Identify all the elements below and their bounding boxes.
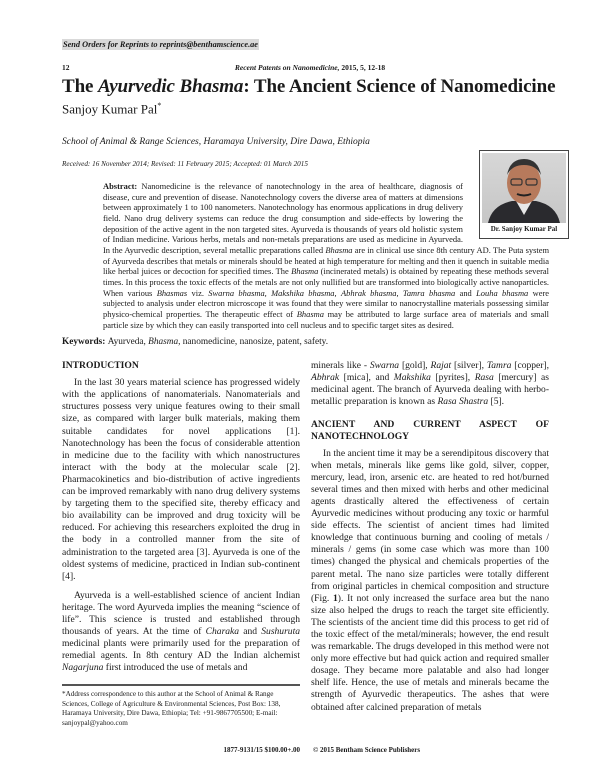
italic-text: Rasa [474,372,494,384]
text-run: [silver], [451,360,487,372]
bold-text: Keywords: [62,337,108,348]
keywords [62,337,549,348]
text-run: and [455,287,477,298]
left-column [62,360,300,728]
correspondence-footnote: *Address correspondence to this author at the School of Animal & Range Sciences, College of Agriculture & Environmental Sciences, Post Box: 138, Haramaya University, Dire Dawa, Ethiopia; Tel: +91-9867705500; E-mail: sanjoypal@yahoo.com [62,690,281,727]
text-run: viz. [187,287,209,298]
page-title [62,76,555,98]
section-heading-ancient-aspect: ANCIENT AND CURRENT ASPECT OF NANOTECHNOLOGY [311,418,549,442]
text-run: Ayurveda is a well-established science of ancient Indian heritage. The word Ayurveda implies the meaning “science of life”. This science is trusted and established through thousands of years. At the time of [62,589,300,638]
issn-price: 1877-9131/15 $100.00+.00 [223,746,300,755]
italic-text: Makshika [393,372,431,384]
text-run: ). It not only increased the surface area but the nano size also helped the drugs to reach the target site efficiently. The scientists of the ancient time did this process to get rid of the toxic effect of the metal/minerals; however, the end result was remarkable. The drugs developed in this method were not only more effective but had quick action and required smaller dosage. They became more palatable and also had longer shelf life. Hence, the use of metals and minerals became the strength of Ayurvedic therapeutics. The ashes that were obtained after calcined preparation of metals [311,592,549,713]
author-name [62,101,161,117]
italic-text: Bhasmas [156,287,188,298]
journal-citation [200,63,420,72]
section-heading-introduction: INTRODUCTION [62,360,139,372]
italic-text: Rajat [430,360,452,372]
photo-spacer [463,181,549,241]
text-run: [mercury] as medicinal agent. The branch of Ayurveda dealing with herbo-metallic preparation is known as [311,372,549,408]
author-text: Sanjoy Kumar Pal [62,101,158,117]
title-part: : The Ancient Science of Nanomedicine [243,76,556,97]
page-footer [62,746,549,754]
page-number: 12 [62,63,70,72]
text-run: [5]. [488,396,505,408]
paragraph [311,448,549,714]
text-run: first introduced the use of metals and [103,662,248,674]
text-run: [copper], [511,360,550,372]
title-part: The [62,76,99,97]
reprint-notice: Send Orders for Reprints to reprints@benthamscience.ae [63,40,258,49]
photo-caption: Dr. Sanjoy Kumar Pal [490,225,558,233]
italic-text: Louha bhasma [476,287,529,298]
italic-text: Sushuruta [261,626,300,638]
italic-text: Bhasma, [148,337,181,348]
italic-text: Tamra [486,360,512,372]
italic-text: Nagarjuna [62,662,104,674]
abstract [103,181,549,330]
text-run: [pyrites], [430,372,475,384]
italic-text: Bhasma [325,244,353,255]
article-body [62,181,549,754]
right-column-paragraphs [311,448,549,714]
text-run: In the last 30 years material science has progressed widely with the applications of nanomaterials. Nanomaterials and structures possess very unique features owing to their small size, as compared with larger bulk materials, making them suitable candidates for novel applications [1]. Nanotechnology has been the focus of considerable attention in medicine due to the facility with which nanostructures interact with the body at the molecular scale [2]. Pharmacokinetics and bio-distribution of active ingredients can be improved remarkably with nano drug delivery systems by targeting them to the specified site, thereby efficacy and bio availability can be improved and drug toxicity will be reduced. For achieving this researchers exploited the drug in the body in a controlled manner from the site of administration to the targeted area [3]. Ayurveda is one of the oldest systems of medicine, practiced in Indian sub-continent [4]. [62,377,300,582]
two-column-body [62,360,549,728]
text-run: [mica], and [339,372,394,384]
author-footnote-mark: * [157,101,162,110]
copyright: © 2015 Bentham Science Publishers [313,746,421,755]
text-run: In the ancient time it may be a serendipitous discovery that when metals, minerals like gems like gold, silver, copper, mercury, lead, iron, arsenic etc. are heated to red hot/burned several times and then mixed with herbs and other medicinal agents drastically altered the effectiveness of certain Ayurvedic medicines without producing any toxic or harmful side effects. The scientist of ancient times had limited knowledge that continuous burning and cooling of metals / minerals / gems (in some case which was more than 100 times) changed the physical and chemicals properties of the parent metal. The nano size particles were totally different from original particles in chemical composition and structure (Fig. [311,447,549,604]
affiliation: School of Animal & Range Sciences, Haramaya University, Dire Dawa, Ethiopia [62,137,370,147]
bold-text: Abstract: [103,181,142,191]
right-column [311,360,549,728]
text-run: Ayurveda, [107,337,149,348]
text-run: nanomedicine, nanosize, patent, safety. [180,337,329,348]
italic-text: Abhrak bhasma [341,287,397,298]
text-run: , [396,287,403,298]
italic-text: Rasa Shastra [437,396,489,408]
text-run: and [239,626,262,638]
italic-text: Swarna bhasma, Makshika bhasma [208,287,335,298]
italic-text: Abhrak [311,372,340,384]
italic-text: Bhasma [296,308,324,319]
journal-name: Recent Patents on Nanomedicine, [234,63,340,72]
journal-volume: 2015, 5, 12-18 [339,63,386,72]
text-run: Nanomedicine is the relevance of nanotechnology in the area of healthcare, diagnosis of disease, cure and prevention of disease. Nanotechnology covers the diverse area of matters at dimensions between approximately 1 to 100 nanometers. Nanotechnology has enormous applications in drug delivery field. Nano drug delivery systems can reduce the drug consumption and side-effects by lowering the deposition of the active agent in the non targeted sites. Ayurveda is thousands of years old holistic system of Indian medicine. Various herbs, metals and non-metals preparations are used as medicine in Ayurveda. In the Ayurvedic description, several metallic preparations called [103,181,463,255]
italic-text: Charaka [205,626,240,638]
italic-text: Bhasma [291,266,319,277]
title-italic-part: Ayurvedic Bhasma [98,76,244,97]
text-run: (incinerated metals) is obtained by repeating these methods several times. In this process the toxic effects of the metals are not only nullified but are transformed into biologically active nanoparticles. When various [103,266,549,298]
italic-text: Tamra bhasma [402,287,456,298]
text-run: , [334,287,341,298]
italic-text: Swarna [369,360,400,372]
text-run: were subjected to analysis under electron microscope it was found that they were similar to nanocrystalline materials possessing similar physico-chemical properties. The therapeutic effect of [103,287,550,319]
text-run: are in clinical use since 8th century AD. The Puta system of Ayurveda describes that metals or minerals should be heated at high temperature for melting and then it quench in suitable media like herbal juices or decoction for specified times. The [103,244,550,277]
bold-text: 1 [333,592,338,604]
article-dates: Received: 16 November 2014; Revised: 11 February 2015; Accepted: 01 March 2015 [62,160,308,168]
text-run: may be attributed to large surface area of materials and small particle size by which they can easily transported into cell nucleus and to specific target sites as desired. [103,308,549,330]
paragraph-continuation [311,360,549,408]
text-run: minerals like - [311,360,370,372]
left-column-paragraphs [62,377,300,674]
paragraph [62,590,300,675]
paragraph [62,377,300,583]
footnote-divider [62,684,300,686]
text-run: [gold], [399,360,431,372]
text-run: medicinal plants were primarily used for the preparation of remedial agents. In 8th century AD the Indian alchemist [62,638,300,662]
